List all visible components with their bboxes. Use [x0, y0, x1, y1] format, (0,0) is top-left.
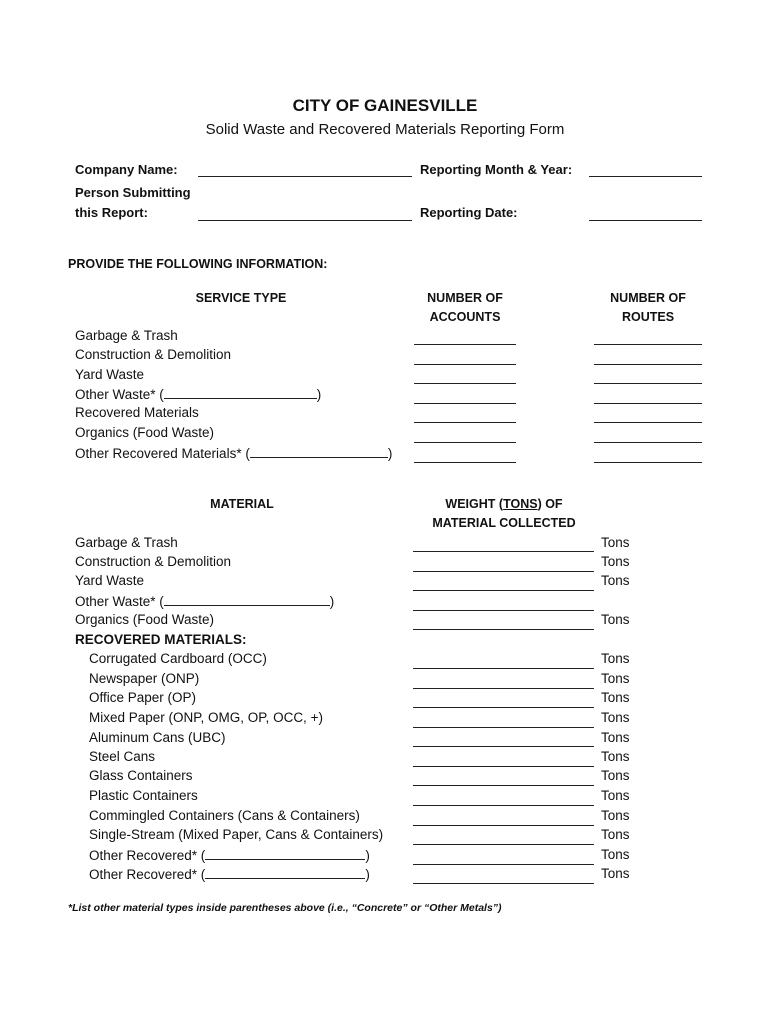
accounts-field[interactable]: [414, 344, 516, 345]
tons-label: Tons: [601, 554, 630, 569]
section-heading: PROVIDE THE FOLLOWING INFORMATION:: [68, 257, 328, 271]
recovered-row-label: Other Recovered* ( ): [89, 867, 370, 882]
weight-field[interactable]: [413, 668, 594, 669]
routes-field[interactable]: [594, 383, 702, 384]
footnote: *List other material types inside parentheses above (i.e., “Concrete” or “Other Metals”): [68, 902, 502, 914]
accounts-header-1: NUMBER OF: [427, 291, 503, 305]
tons-label: Tons: [601, 866, 630, 881]
service-row-label: Recovered Materials: [75, 405, 199, 420]
service-row-label: Other Waste* ( ): [75, 387, 322, 402]
weight-field[interactable]: [413, 590, 594, 591]
routes-field[interactable]: [594, 442, 702, 443]
tons-label: Tons: [601, 710, 630, 725]
tons-label: Tons: [601, 749, 630, 764]
tons-label: Tons: [601, 690, 630, 705]
accounts-header-2: ACCOUNTS: [429, 310, 501, 324]
accounts-field[interactable]: [414, 462, 516, 463]
recovered-row-label: Office Paper (OP): [89, 690, 197, 705]
routes-field[interactable]: [594, 364, 702, 365]
tons-label: Tons: [601, 847, 630, 862]
recovered-row-label: Corrugated Cardboard (OCC): [89, 651, 267, 666]
weight-field[interactable]: [413, 571, 594, 572]
weight-field[interactable]: [413, 864, 594, 865]
accounts-field[interactable]: [414, 383, 516, 384]
weight-field[interactable]: [413, 766, 594, 767]
recovered-materials-heading: RECOVERED MATERIALS:: [75, 632, 247, 647]
tons-label: Tons: [601, 788, 630, 803]
tons-label: Tons: [601, 808, 630, 823]
recovered-row-label: Aluminum Cans (UBC): [89, 730, 226, 745]
recovered-row-label: Commingled Containers (Cans & Containers): [89, 808, 360, 823]
reporting-date-field[interactable]: [589, 220, 702, 221]
recovered-row-label: Mixed Paper (ONP, OMG, OP, OCC, +): [89, 710, 323, 725]
company-name-label: Company Name:: [75, 162, 178, 177]
service-row-label: Organics (Food Waste): [75, 425, 215, 440]
service-row-label: Garbage & Trash: [75, 328, 178, 343]
recovered-row-label: Other Recovered* ( ): [89, 848, 370, 863]
page-title: CITY OF GAINESVILLE: [292, 96, 478, 115]
tons-label: Tons: [601, 612, 630, 627]
routes-field[interactable]: [594, 462, 702, 463]
recovered-row-label: Steel Cans: [89, 749, 156, 764]
other-recovered-blank[interactable]: [205, 866, 365, 879]
material-row-label: Construction & Demolition: [75, 554, 232, 569]
accounts-field[interactable]: [414, 403, 516, 404]
tons-label: Tons: [601, 573, 630, 588]
weight-header-2: MATERIAL COLLECTED: [432, 516, 576, 530]
service-row-label: Construction & Demolition: [75, 347, 232, 362]
weight-field[interactable]: [413, 629, 594, 630]
person-submitting-field[interactable]: [198, 220, 412, 221]
accounts-field[interactable]: [414, 422, 516, 423]
weight-field[interactable]: [413, 805, 594, 806]
tons-label: Tons: [601, 730, 630, 745]
weight-field[interactable]: [413, 707, 594, 708]
service-row-label: Yard Waste: [75, 367, 145, 382]
weight-field[interactable]: [413, 610, 594, 611]
material-row-label: Other Waste* ( ): [75, 594, 335, 609]
routes-field[interactable]: [594, 344, 702, 345]
material-row-label: Yard Waste: [75, 573, 145, 588]
tons-label: Tons: [601, 651, 630, 666]
weight-field[interactable]: [413, 825, 594, 826]
weight-header-1: WEIGHT (TONS) OF: [445, 497, 563, 511]
recovered-row-label: Glass Containers: [89, 768, 193, 783]
weight-field[interactable]: [413, 551, 594, 552]
other-waste-blank[interactable]: [164, 386, 317, 399]
person-submitting-label-1: Person Submitting: [75, 185, 191, 200]
recovered-row-label: Plastic Containers: [89, 788, 198, 803]
other-recovered-materials-blank[interactable]: [250, 445, 388, 458]
routes-field[interactable]: [594, 403, 702, 404]
accounts-field[interactable]: [414, 442, 516, 443]
tons-label: Tons: [601, 535, 630, 550]
other-recovered-blank[interactable]: [205, 847, 365, 860]
page-subtitle: Solid Waste and Recovered Materials Reporting Form: [205, 121, 565, 138]
routes-header-2: ROUTES: [621, 310, 675, 324]
other-waste-material-blank[interactable]: [164, 593, 330, 606]
recovered-row-label: Newspaper (ONP): [89, 671, 200, 686]
accounts-field[interactable]: [414, 364, 516, 365]
tons-label: Tons: [601, 827, 630, 842]
service-type-header: SERVICE TYPE: [195, 291, 287, 305]
reporting-month-year-field[interactable]: [589, 176, 702, 177]
service-row-label: Other Recovered Materials* ( ): [75, 446, 393, 461]
person-submitting-label-2: this Report:: [75, 205, 148, 220]
material-row-label: Organics (Food Waste): [75, 612, 215, 627]
tons-label: Tons: [601, 671, 630, 686]
material-header: MATERIAL: [210, 497, 274, 511]
weight-field[interactable]: [413, 785, 594, 786]
tons-label: Tons: [601, 768, 630, 783]
weight-field[interactable]: [413, 727, 594, 728]
routes-field[interactable]: [594, 422, 702, 423]
routes-header-1: NUMBER OF: [610, 291, 686, 305]
weight-field[interactable]: [413, 883, 594, 884]
company-name-field[interactable]: [198, 176, 412, 177]
weight-field[interactable]: [413, 746, 594, 747]
weight-field[interactable]: [413, 844, 594, 845]
reporting-date-label: Reporting Date:: [420, 205, 518, 220]
recovered-row-label: Single-Stream (Mixed Paper, Cans & Containers): [89, 827, 384, 842]
reporting-month-year-label: Reporting Month & Year:: [420, 162, 573, 177]
weight-field[interactable]: [413, 688, 594, 689]
material-row-label: Garbage & Trash: [75, 535, 178, 550]
